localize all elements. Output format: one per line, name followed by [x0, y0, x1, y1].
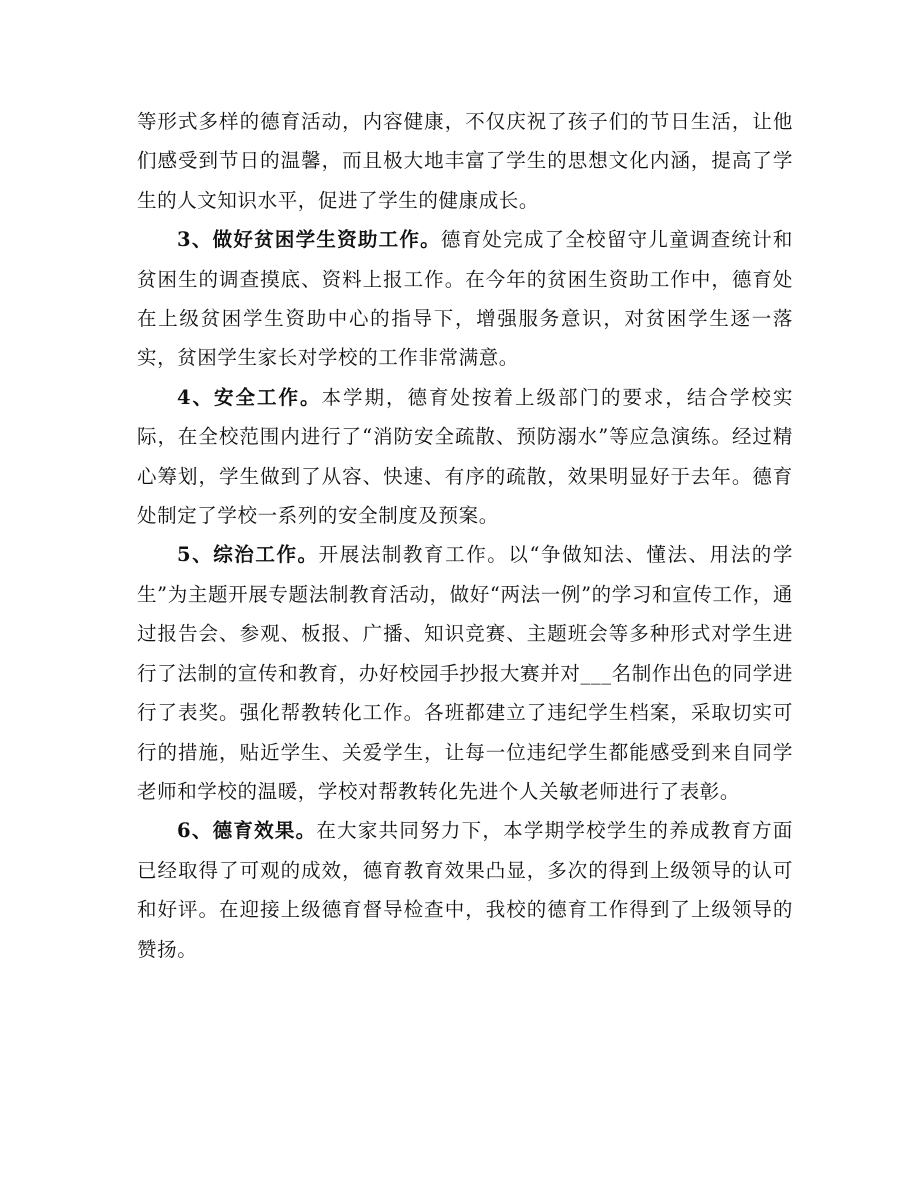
paragraph-text: 开展法制教育工作。以“争做知法、懂法、用法的学生”为主题开展专题法制教育活动，做好“两法一例”的学习和宣传工作，通过报告会、参观、板报、广播、知识竞赛、主题班会等多种形式对学生进行了法制的宣传和教育，办好校园手抄报大赛并对___名制作出色的同学进行了表奖。强化帮教转化工作。各班都建立了违纪学生档案，采取切实可行的措施，贴近学生、关爱学生，让每一位违纪学生都能感受到来自同学老师和学校的温暖，学校对帮教转化先进个人关敏老师进行了表彰。 [137, 543, 793, 803]
paragraph-text: 本学期，德育处按着上级部门的要求，结合学校实际，在全校范围内进行了“消防安全疏散、预防溺水”等应急演练。经过精心筹划，学生做到了从容、快速、有序的疏散，效果明显好于去年。德育处制定了学校一系列的安全制度及预案。 [137, 385, 793, 528]
paragraph-poverty-aid [137, 220, 793, 378]
document-body [137, 102, 793, 969]
paragraph-heading: 5、综治工作。 [177, 543, 319, 567]
paragraph-heading: 4、安全工作。 [177, 385, 322, 409]
paragraph-text: 等形式多样的德育活动，内容健康，不仅庆祝了孩子们的节日生活，让他们感受到节日的温馨，而且极大地丰富了学生的思想文化内涵，提高了学生的人文知识水平，促进了学生的健康成长。 [137, 110, 793, 212]
paragraph-text: 德育处完成了全校留守儿童调查统计和贫困生的调查摸底、资料上报工作。在今年的贫困生资助工作中，德育处在上级贫困学生资助中心的指导下，增强服务意识，对贫困学生逐一落实，贫困学生家长对学校的工作非常满意。 [137, 228, 793, 370]
paragraph-text: 在大家共同努力下，本学期学校学生的养成教育方面已经取得了可观的成效，德育教育效果凸显，多次的得到上级领导的认可和好评。在迎接上级德育督导检查中，我校的德育工作得到了上级领导的赞扬。 [137, 819, 793, 961]
paragraph-activities-continued [137, 102, 793, 220]
paragraph-safety [137, 378, 793, 536]
paragraph-heading: 3、做好贫困学生资助工作。 [177, 228, 441, 252]
paragraph-legal-education [137, 535, 793, 811]
paragraph-heading: 6、德育效果。 [177, 819, 317, 843]
paragraph-moral-results [137, 811, 793, 969]
